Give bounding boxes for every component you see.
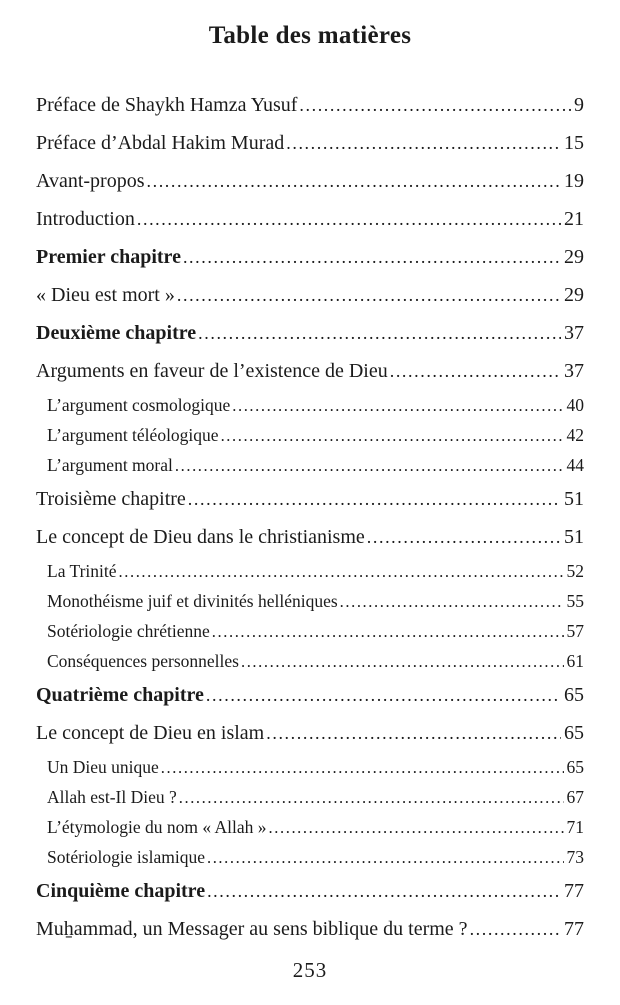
toc-entry (36, 450, 584, 480)
dot-leader (188, 480, 561, 518)
dot-leader (390, 352, 561, 390)
toc-entry-page: 29 (564, 284, 584, 306)
dot-leader (367, 518, 561, 556)
dot-leader (161, 753, 564, 783)
toc-entry-page: 65 (564, 684, 584, 706)
toc-entry-label: Allah est-Il Dieu ? (47, 787, 177, 807)
dot-leader (137, 200, 561, 238)
toc-entry (36, 480, 584, 518)
toc-entry-page: 51 (564, 526, 584, 548)
toc-entry (36, 200, 584, 238)
toc-entry-label: Troisième chapitre (36, 488, 186, 510)
toc-entry (36, 314, 584, 352)
dot-leader (179, 783, 564, 813)
toc-entry (36, 556, 584, 586)
toc-entry-page: 42 (566, 425, 584, 445)
toc-entry-page: 51 (564, 488, 584, 510)
toc-entry-label: Avant-propos (36, 170, 145, 192)
dot-leader (119, 557, 564, 587)
toc-entry (36, 86, 584, 124)
dot-leader (198, 314, 561, 352)
dot-leader (207, 872, 561, 910)
toc-entry-label: Conséquences personnelles (47, 651, 239, 671)
toc-entry-page: 52 (566, 561, 584, 581)
dot-leader (299, 86, 571, 124)
toc-entry-label: L’étymologie du nom « Allah » (47, 817, 267, 837)
dot-leader (212, 617, 564, 647)
dot-leader (147, 162, 562, 200)
toc-entry (36, 676, 584, 714)
dot-leader (221, 421, 564, 451)
dot-leader (266, 714, 561, 752)
toc-entry (36, 752, 584, 782)
toc-entry-page: 37 (564, 322, 584, 344)
toc-entry-label: Arguments en faveur de l’existence de Dieu (36, 360, 388, 382)
toc-entry-label: La Trinité (47, 561, 117, 581)
toc-entry-label: Sotériologie islamique (47, 847, 205, 867)
toc-entry (36, 276, 584, 314)
toc-entry-label: Sotériologie chrétienne (47, 621, 210, 641)
dot-leader (340, 587, 564, 617)
toc-entry (36, 162, 584, 200)
toc-entry (36, 616, 584, 646)
toc-entry-label: Deuxième chapitre (36, 322, 197, 344)
toc-entry-page: 44 (566, 455, 584, 475)
toc-entry-page: 15 (564, 132, 584, 154)
toc-entry-page: 37 (564, 360, 584, 382)
toc-entry (36, 782, 584, 812)
toc-entry-page: 73 (566, 847, 584, 867)
toc-entry (36, 518, 584, 556)
toc-entry-label: L’argument cosmologique (47, 395, 231, 415)
dot-leader (286, 124, 561, 162)
toc-entry-label: L’argument moral (47, 455, 173, 475)
toc-entry (36, 714, 584, 752)
toc-entry (36, 390, 584, 420)
toc-entry-label: Le concept de Dieu en islam (36, 722, 265, 744)
dot-leader (206, 676, 561, 714)
folio-page-number: 253 (292, 958, 328, 982)
toc-entry-page: 65 (564, 722, 584, 744)
toc-entry (36, 646, 584, 676)
toc-entry-page: 61 (566, 651, 584, 671)
toc-entry-page: 57 (566, 621, 584, 641)
dot-leader (269, 813, 564, 843)
dot-leader (207, 843, 564, 873)
toc-entry-page: 55 (566, 591, 584, 611)
toc-entry (36, 586, 584, 616)
toc-entry-label: Quatrième chapitre (36, 684, 204, 706)
toc-entry (36, 124, 584, 162)
toc-entry (36, 238, 584, 276)
toc-entry-page: 40 (566, 395, 584, 415)
toc-entry-label: Un Dieu unique (47, 757, 159, 777)
toc-entry-label: « Dieu est mort » (36, 284, 175, 306)
toc-entry-label: Muẖammad, un Messager au sens biblique du terme ? (36, 918, 468, 940)
toc-entry (36, 910, 584, 948)
toc-entry-label: Monothéisme juif et divinités helléniques (47, 591, 338, 611)
dot-leader (183, 238, 561, 276)
toc-entry-label: Préface de Shaykh Hamza Yusuf (36, 94, 298, 116)
toc-entry-page: 77 (564, 918, 584, 940)
toc-entry-page: 77 (564, 880, 584, 902)
toc-entry (36, 420, 584, 450)
toc-entry-label: Préface d’Abdal Hakim Murad (36, 132, 285, 154)
toc-entry-page: 29 (564, 246, 584, 268)
dot-leader (175, 451, 564, 481)
toc-entry-page: 9 (574, 94, 584, 116)
toc-entry (36, 872, 584, 910)
page-title: Table des matières (208, 22, 412, 49)
toc-entry-label: L’argument téléologique (47, 425, 219, 445)
toc-entry-page: 65 (566, 757, 584, 777)
toc-entry-page: 71 (566, 817, 584, 837)
toc-entry-label: Le concept de Dieu dans le christianisme (36, 526, 365, 548)
toc-entry (36, 352, 584, 390)
toc-entry-label: Premier chapitre (36, 246, 181, 268)
toc-entry-page: 67 (566, 787, 584, 807)
toc-list (36, 86, 584, 948)
toc-entry-label: Cinquième chapitre (36, 880, 206, 902)
toc-entry-page: 19 (564, 170, 584, 192)
dot-leader (232, 391, 563, 421)
dot-leader (177, 276, 561, 314)
dot-leader (470, 910, 561, 948)
toc-entry (36, 842, 584, 872)
toc-entry (36, 812, 584, 842)
toc-entry-label: Introduction (36, 208, 135, 230)
toc-entry-page: 21 (564, 208, 584, 230)
dot-leader (241, 647, 564, 677)
